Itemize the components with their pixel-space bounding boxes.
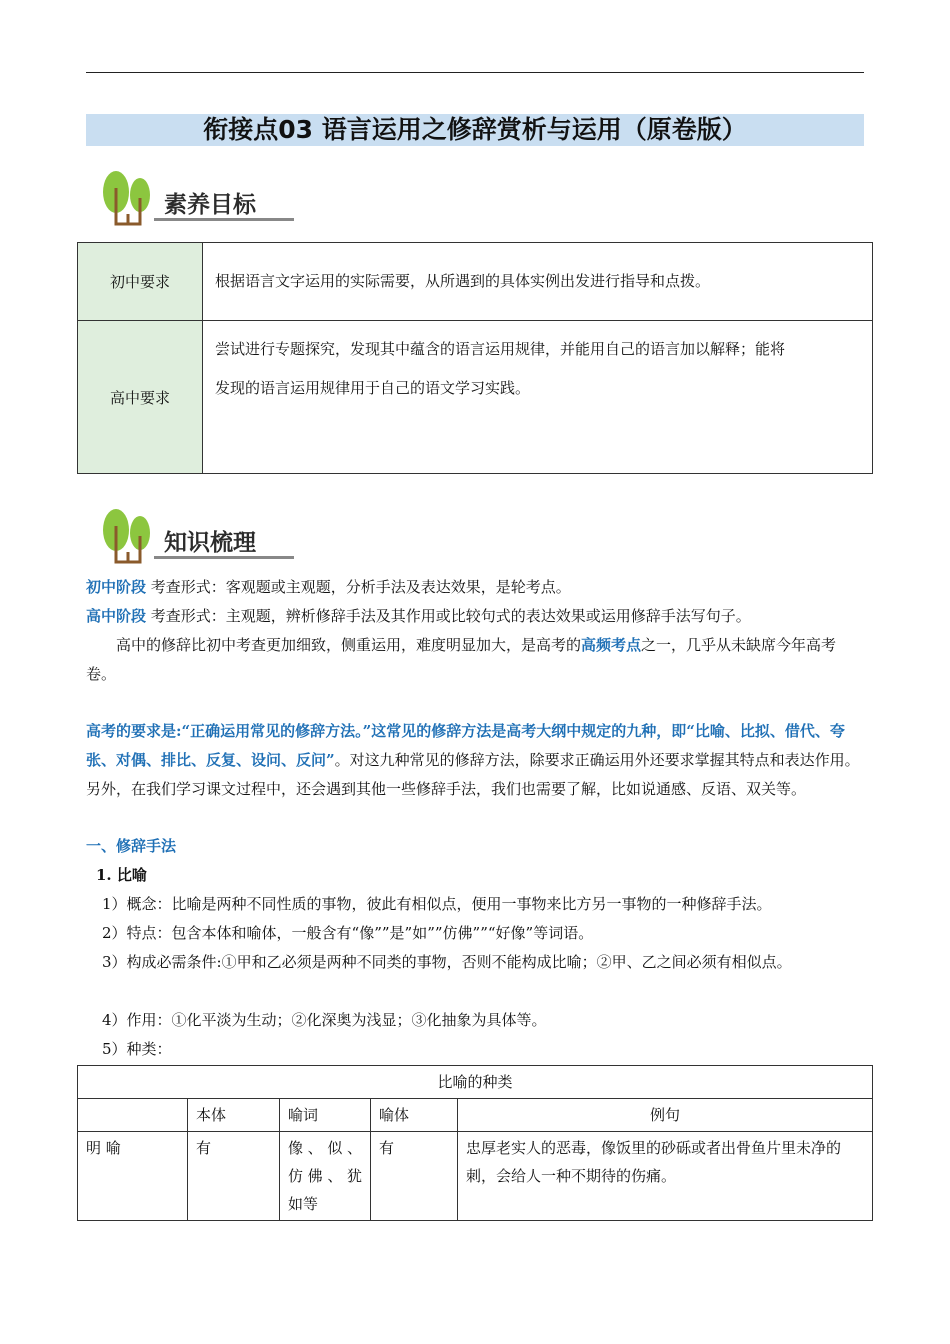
row-text-line: 尝试进行专题探究，发现其中蕴含的语言运用规律，并能用自己的语言加以解释；能将 <box>215 340 786 358</box>
header-cell: 喻词 <box>280 1099 371 1132</box>
stage-line-junior <box>86 573 866 602</box>
row-text-line: 发现的语言运用规律用于自己的语文学习实践。 <box>215 379 531 397</box>
table-cell: 有 <box>188 1132 280 1221</box>
table-row <box>78 321 873 474</box>
table-cell: 有 <box>371 1132 458 1221</box>
section-underline <box>154 218 294 221</box>
exam-requirement-highlight: 高考的要求是:“正确运用常见的修辞方法。”这常见的修辞方法是高考大纲中规定的九种，即“比喻、比拟、借代、夸张、对偶、排比、反复、设问、反问” <box>86 722 845 769</box>
top-rule <box>86 72 864 73</box>
section-header-knowledge <box>96 508 306 570</box>
table-cell: 像、似、仿佛、犹如等 <box>280 1132 371 1221</box>
list-item: 3）构成必需条件:①甲和乙必须是两种不同类的事物，否则不能构成比喻；②甲、乙之间必须有相似点。 <box>102 953 792 971</box>
part-heading: 一、修辞手法 <box>86 837 177 855</box>
section-title: 素养目标 <box>164 192 256 218</box>
header-cell: 本体 <box>188 1099 280 1132</box>
row-label: 高中要求 <box>78 321 203 474</box>
table-caption: 比喻的种类 <box>78 1066 873 1099</box>
list-item: 2）特点：包含本体和喻体，一般含有“像””是”如””仿佛””“好像”等词语。 <box>102 924 594 942</box>
highlight-term: 高频考点 <box>581 636 642 654</box>
exam-requirement-paragraph <box>86 717 866 804</box>
header-cell <box>78 1099 188 1132</box>
row-text <box>203 321 873 474</box>
stage-line-senior <box>86 602 866 631</box>
stage-label: 高中阶段 <box>86 607 147 625</box>
stage-text: 考查形式：主观题，辨析修辞手法及其作用或比较句式的表达效果或运用修辞手法写句子。 <box>146 607 751 625</box>
list-item: 1）概念：比喻是两种不同性质的事物，彼此有相似点，便用一事物来比方另一事物的一种修辞手法。 <box>102 895 772 913</box>
table-cell: 明 喻 <box>78 1132 188 1221</box>
list-item: 4）作用：①化平淡为生动；②化深奥为浅显；③化抽象为具体等。 <box>102 1011 547 1029</box>
table-row <box>78 1066 873 1099</box>
metaphor-types-table <box>77 1065 873 1221</box>
table-row <box>78 243 873 321</box>
stage-label: 初中阶段 <box>86 578 147 596</box>
stage-text: 考查形式：客观题或主观题，分析手法及表达效果，是轮考点。 <box>146 578 571 596</box>
section-title: 知识梳理 <box>164 530 256 556</box>
page-title: 衔接点03 语言运用之修辞赏析与运用（原卷版） <box>86 114 864 146</box>
summary-text: 高中的修辞比初中考查更加细致，侧重运用，难度明显加大，是高考的 <box>116 636 582 654</box>
table-row <box>78 1099 873 1132</box>
header-cell: 例句 <box>458 1099 873 1132</box>
section-header-goals <box>96 170 306 232</box>
table-row <box>78 1132 873 1221</box>
exam-requirement-text: 。对这九种常见的修辞方法，除要求正确运用外还要求掌握其特点和表达作用。另外，在我们学习课文过程中，还会遇到其他一些修辞手法，我们也需要了解，比如说通感、反语、双关等。 <box>86 751 860 798</box>
row-text: 根据语言文字运用的实际需要，从所遇到的具体实例出发进行指导和点拨。 <box>203 243 873 321</box>
requirements-table <box>77 242 873 474</box>
table-cell: 忠厚老实人的恶毒，像饭里的砂砾或者出骨鱼片里未净的刺，会给人一种不期待的伤痛。 <box>458 1132 873 1221</box>
row-label: 初中要求 <box>78 243 203 321</box>
header-cell: 喻体 <box>371 1099 458 1132</box>
list-item: 5）种类： <box>102 1040 172 1058</box>
section-underline <box>154 556 294 559</box>
sub-heading: 1. 比喻 <box>96 866 147 884</box>
summary-paragraph <box>86 631 866 689</box>
summary-text: 之一，几乎从未缺席今年高考卷。 <box>86 636 837 683</box>
